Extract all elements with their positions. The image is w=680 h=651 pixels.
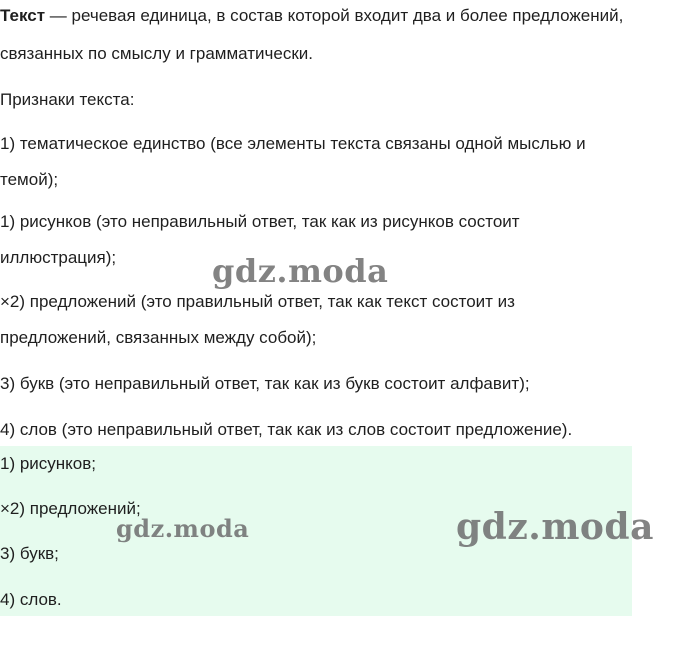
definition-text: — речевая единица, в состав которой входит два и более предложений,: [45, 6, 624, 25]
definition-line-1: [0, 6, 623, 26]
answer-item-2: ×2) предложений;: [0, 499, 141, 518]
option-2-line-1: ×2) предложений (это правильный ответ, так как текст состоит из: [0, 292, 515, 311]
option-4: 4) слов (это неправильный ответ, так как из слов состоит предложение).: [0, 420, 573, 439]
answer-item-1: 1) рисунков;: [0, 454, 97, 473]
definition-term: Текст: [0, 6, 46, 25]
option-1-line-1: 1) рисунков (это неправильный ответ, так как из рисунков состоит: [0, 212, 520, 231]
answer-item-4: 4) слов.: [0, 590, 62, 609]
option-1-line-2: иллюстрация);: [0, 248, 117, 267]
option-3: 3) букв (это неправильный ответ, так как из букв состоит алфавит);: [0, 374, 530, 393]
sign-1-line-1: 1) тематическое единство (все элементы текста связаны одной мыслью и: [0, 134, 586, 153]
watermark: gdz.moda: [212, 252, 389, 290]
watermark: gdz.moda: [456, 506, 654, 548]
option-2-line-2: предложений, связанных между собой);: [0, 328, 317, 347]
watermark: gdz.moda: [116, 514, 250, 543]
sign-1-line-2: темой);: [0, 170, 59, 189]
answer-item-3: 3) букв;: [0, 544, 59, 563]
signs-heading: Признаки текста:: [0, 90, 135, 109]
definition-line-2: связанных по смыслу и грамматически.: [0, 44, 313, 63]
